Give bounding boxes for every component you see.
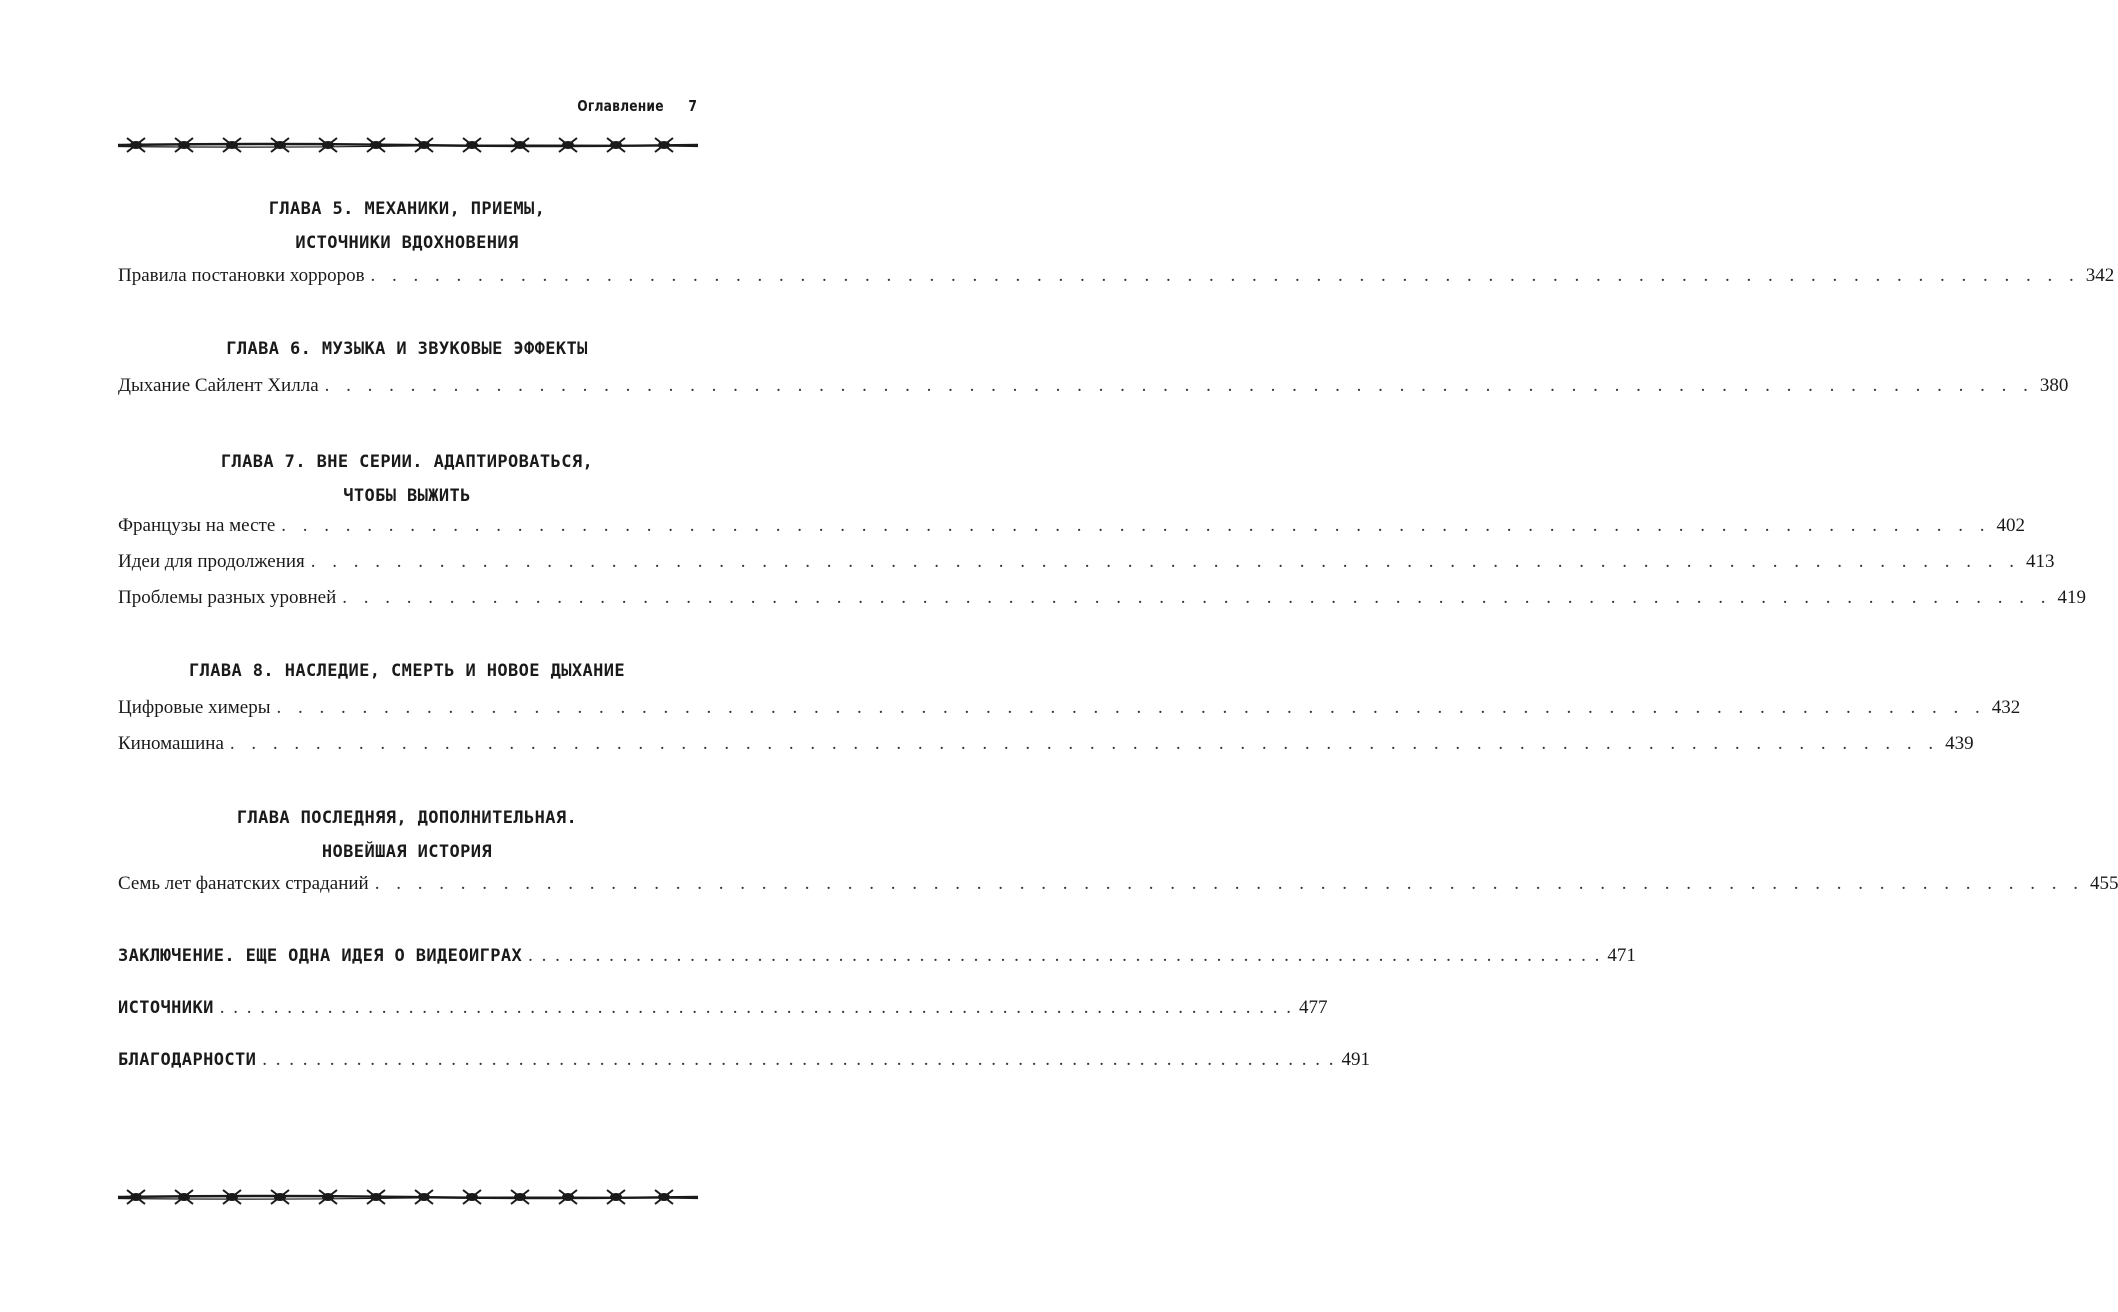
chapter-title-line: ГЛАВА 7. ВНЕ СЕРИИ. АДАПТИРОВАТЬСЯ, bbox=[220, 452, 594, 472]
toc-entry-page: 471 bbox=[1607, 945, 1636, 966]
toc-entry-page: 455 bbox=[2089, 873, 2118, 894]
chapter-title-line: ГЛАВА 5. МЕХАНИКИ, ПРИЕМЫ, bbox=[268, 199, 546, 219]
toc-entry-title: Дыхание Сайлент Хилла bbox=[118, 375, 319, 396]
toc-entry-title: Киномашина bbox=[118, 733, 224, 754]
chapter-title-line: ЧТОБЫ ВЫЖИТЬ bbox=[343, 486, 471, 506]
leader-dots: . . . . . . . . . . . . . . . . . . . . . . . . . . . . . . . . . . . . . . . . . . . . . . . . . . . . . . . . . . . . . . . . . . . . . . . . . . . . . . . . bbox=[374, 873, 2084, 894]
chapter-title-line: ГЛАВА 6. МУЗЫКА И ЗВУКОВЫЕ ЭФФЕКТЫ bbox=[226, 339, 588, 359]
toc-entry-page: 419 bbox=[2057, 587, 2086, 608]
toc-entry[interactable] bbox=[118, 697, 2021, 727]
leader-dots: . . . . . . . . . . . . . . . . . . . . . . . . . . . . . . . . . . . . . . . . . . . . . . . . . . . . . . . . . . . . . . . . . . . . . . . . . . . . . . . . bbox=[229, 733, 1940, 754]
toc-entry-title: Французы на месте bbox=[118, 515, 276, 536]
section-title: Оглавление bbox=[577, 97, 664, 115]
toc-entry[interactable] bbox=[118, 375, 2069, 405]
leader-dots: . . . . . . . . . . . . . . . . . . . . . . . . . . . . . . . . . . . . . . . . . . . . . . . . . . . . . . . . . . . . . . . . . . . . . . . . . . . . . . . . bbox=[276, 697, 1986, 718]
chapter-title-line: ГЛАВА ПОСЛЕДНЯЯ, ДОПОЛНИТЕЛЬНАЯ. bbox=[236, 808, 578, 828]
toc-entry[interactable] bbox=[118, 1049, 1371, 1079]
leader-dots: . . . . . . . . . . . . . . . . . . . . . . . . . . . . . . . . . . . . . . . . . . . . . . . . . . . . . . . . . . . . . . . . . . . . . . . . . . . . . . . . bbox=[342, 587, 2052, 608]
leader-dots: . . . . . . . . . . . . . . . . . . . . . . . . . . . . . . . . . . . . . . . . . . . . . . . . . . . . . . . . . . . . . . . . . . . . . . . . . . . . . . . . bbox=[528, 945, 1602, 966]
chapter-heading bbox=[118, 801, 696, 869]
leader-dots: . . . . . . . . . . . . . . . . . . . . . . . . . . . . . . . . . . . . . . . . . . . . . . . . . . . . . . . . . . . . . . . . . . . . . . . . . . . . . . . . bbox=[219, 997, 1293, 1018]
toc-entry-title: ЗАКЛЮЧЕНИЕ. ЕЩЕ ОДНА ИДЕЯ О ВИДЕОИГРАХ bbox=[118, 946, 523, 966]
toc-entry[interactable] bbox=[118, 265, 2115, 295]
page-number: 7 bbox=[688, 97, 697, 115]
toc-entry-page: 491 bbox=[1341, 1049, 1371, 1070]
chapter-heading bbox=[118, 445, 696, 513]
leader-dots: . . . . . . . . . . . . . . . . . . . . . . . . . . . . . . . . . . . . . . . . . . . . . . . . . . . . . . . . . . . . . . . . . . . . . . . . . . . . . . . . bbox=[310, 551, 2021, 572]
leader-dots: . . . . . . . . . . . . . . . . . . . . . . . . . . . . . . . . . . . . . . . . . . . . . . . . . . . . . . . . . . . . . . . . . . . . . . . . . . . . . . . . bbox=[370, 265, 2080, 286]
leader-dots: . . . . . . . . . . . . . . . . . . . . . . . . . . . . . . . . . . . . . . . . . . . . . . . . . . . . . . . . . . . . . . . . . . . . . . . . . . . . . . . . bbox=[281, 515, 1991, 536]
toc-entry-title: Цифровые химеры bbox=[118, 697, 271, 718]
chapter-heading bbox=[118, 654, 696, 688]
toc-entry-page: 477 bbox=[1298, 997, 1328, 1018]
toc-entry[interactable] bbox=[118, 733, 1974, 763]
chapter-heading bbox=[118, 192, 696, 260]
toc-entry[interactable] bbox=[118, 515, 2026, 545]
toc-entry[interactable] bbox=[118, 997, 1328, 1027]
toc-entry-title: Семь лет фанатских страданий bbox=[118, 873, 369, 894]
leader-dots: . . . . . . . . . . . . . . . . . . . . . . . . . . . . . . . . . . . . . . . . . . . . . . . . . . . . . . . . . . . . . . . . . . . . . . . . . . . . . . . . bbox=[324, 375, 2034, 396]
toc-entry-page: 432 bbox=[1991, 697, 2021, 718]
toc-entry-title: Правила постановки хорроров bbox=[118, 265, 365, 286]
toc-entry[interactable] bbox=[118, 551, 2055, 581]
chapter-title-line: ИСТОЧНИКИ ВДОХНОВЕНИЯ bbox=[295, 233, 519, 253]
toc-entry[interactable] bbox=[118, 873, 2118, 903]
running-head bbox=[577, 97, 697, 115]
chapter-title-line: НОВЕЙШАЯ ИСТОРИЯ bbox=[321, 842, 493, 862]
barbed-wire-divider-icon bbox=[118, 1186, 698, 1208]
toc-entry-title: Проблемы разных уровней bbox=[118, 587, 337, 608]
toc-entry-title: ИСТОЧНИКИ bbox=[118, 998, 214, 1018]
toc-entry-page: 439 bbox=[1945, 733, 1974, 754]
barbed-wire-divider-icon bbox=[118, 134, 698, 156]
toc-entry-title: БЛАГОДАРНОСТИ bbox=[118, 1050, 257, 1070]
chapter-title-line: ГЛАВА 8. НАСЛЕДИЕ, СМЕРТЬ И НОВОЕ ДЫХАНИЕ bbox=[188, 661, 626, 681]
toc-entry-page: 413 bbox=[2026, 551, 2055, 572]
toc-entry-title: Идеи для продолжения bbox=[118, 551, 305, 572]
toc-entry-page: 342 bbox=[2085, 265, 2115, 286]
toc-entry-page: 402 bbox=[1996, 515, 2026, 536]
chapter-heading bbox=[118, 332, 696, 366]
toc-entry[interactable] bbox=[118, 587, 2086, 617]
toc-entry-page: 380 bbox=[2039, 375, 2069, 396]
toc-entry[interactable] bbox=[118, 945, 1636, 975]
leader-dots: . . . . . . . . . . . . . . . . . . . . . . . . . . . . . . . . . . . . . . . . . . . . . . . . . . . . . . . . . . . . . . . . . . . . . . . . . . . . . . . . bbox=[262, 1049, 1336, 1070]
